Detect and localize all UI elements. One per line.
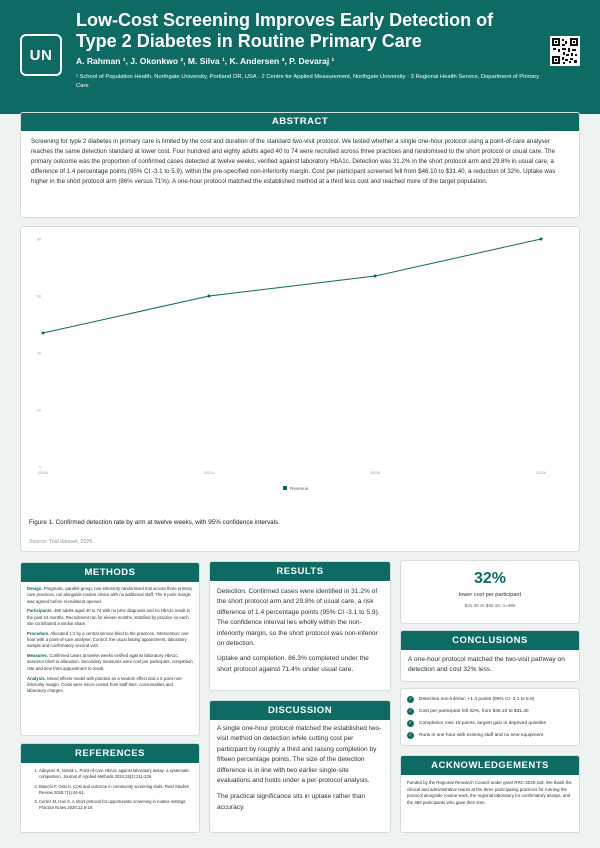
legend-swatch [283,486,287,490]
check-icon: ✓ [408,708,413,713]
finding-item: ✓ Runs in one hour with existing staff and no new equipment [408,732,544,738]
finding-item: ✓ Detection non-inferior: +1.4 points (95% CI -3.1 to 5.9) [408,696,535,702]
discussion-paragraph: A single one-hour protocol matched the established two-visit method on detection while cutting cost per participant by roughly a third and raising completion by fifteen percentage points. The size of the detection difference is in line with two earlier single-site evaluations and holds under a per-protocol analysis. [217,725,382,785]
discussion-section [209,700,391,833]
finding-item: ✓ Cost per participant fell 32%, from $46.10 to $31.40 [408,708,529,714]
poster-header [0,0,600,114]
abstract-text: Screening for type 2 diabetes in primary care is limited by the cost and duration of the standard two-visit protocol. We tested whether a single one-hour protocol using a point-of-care analyser reaches the same detection standard at lower cost. Four hundred and eighty adults aged 40 to 74 were recruited across three practices and randomised to the short protocol or usual care. The primary outcome was the proportion of confirmed cases detected at twelve weeks, verified against laboratory HbA1c. Detection was 31.2% in the short protocol arm and 29.8% in usual care, a difference of 1.4 percentage points (95% CI -3.1 to 5.9), within the pre-specified non-inferiority margin. Cost per participant screened fell from $46.10 to $31.40, a reduction of 32%. Uptake was higher in the short protocol arm (86% versus 71%). A one-hour protocol matched the established method at a third less cost and reached more of the target population. [31,138,556,185]
data-point [540,238,543,241]
acknowledgements-section [400,755,580,833]
data-point [374,275,377,278]
qr-code-icon[interactable] [550,36,580,66]
methods-participants: Participants. 480 adults aged 40 to 74 with no prior diagnosis and no HbA1c result in the past 24 months. Recruitment ran for eleven months, stratified by practice so each site contributed a similar share. [27,608,190,626]
reference-item: 3. Cortez M, Han S. A short protocol for opportunistic screening in routine settings. Practice Notes 2026;12:8-19. [39,799,191,812]
results-heading: RESULTS [210,562,390,581]
key-findings-list [400,688,580,746]
figure-source: Source: Trial dataset, 2026. [29,539,94,545]
y-tick-label: 80 [37,237,41,242]
abstract-heading: ABSTRACT [21,113,579,131]
x-tick-label: 2021A [203,471,215,475]
conclusions-heading: CONCLUSIONS [401,631,579,650]
key-stat-label: lower cost per participant [458,592,522,598]
methods-measures: Measures. Confirmed cases at twelve weeks verified against laboratory HbA1c, assessor blind to allocation. Secondary measures were cost per participant, completion rate and time from appointment to result. [27,653,193,671]
results-uptake: Uptake and completion. 86.3% completed under the short protocol against 71.4% under usual care. [217,655,369,673]
legend-label: Revenue [290,485,309,491]
line-chart [21,227,581,553]
acknowledgements-text: Funded by the Regional Research Council under grant RRC-2026-118. We thank the clinical and administrative teams at the three participating practices for running the protocol alongside routine work, the regional laboratory for confirmatory assays, and the 480 participants who gave their time. [407,780,572,805]
conclusions-text: A one-hour protocol matched the two-visit pathway on detection and cost 32% less. [408,656,565,674]
references-section [20,743,200,833]
finding-item: ✓ Completion rose 15 points, largest gain in deprived quintiles [408,720,546,726]
discussion-paragraph: The practical significance sits in uptake rather than accuracy. [217,793,366,811]
check-icon: ✓ [408,696,413,701]
key-stat-card [400,560,580,624]
reference-item: 2. Bianchi F, Osei K. Cost and outcome in community screening trials. Field Studies Review 2025;7(1):44-61. [39,784,191,797]
check-icon: ✓ [408,720,413,725]
methods-analysis: Analysis. Mixed effects model with practice as a random effect and a 5 point non-inferiority margin. Costs were micro-costed from staff time, consumables and laboratory charges. [27,675,183,694]
reference-item: 1. Adeyemi R, Novak L. Point-of-care HbA1c against laboratory assay: a systematic comparison. Journal of Applied Methods 2024;18(2):211-229. [39,768,191,781]
university-logo: UN [20,34,62,76]
x-tick-label: 2020A [37,471,49,475]
key-stat-detail: $31.40 vs $46.10, n=480 [464,603,516,608]
results-section [209,561,391,691]
abstract-section [20,112,580,218]
methods-heading: METHODS [21,563,199,582]
x-tick-label: 2023A [535,471,547,475]
data-point [208,295,211,298]
poster-title: Low-Cost Screening Improves Early Detection of Type 2 Diabetes in Routine Primary Care [76,10,494,51]
references-heading: REFERENCES [21,744,199,763]
key-stat-value: 32% [473,570,507,587]
acknowledgements-heading: ACKNOWLEDGEMENTS [401,756,579,775]
conclusions-section [400,630,580,682]
results-detection: Detection. Confirmed cases were identified in 31.2% of the short protocol arm and 29.8% of usual care, a risk difference of 1.4 percentage points (95% CI -3.1 to 5.9). The confidence interval lies wholly within the non-inferiority margin, so the short protocol was non-inferior on detection. [217,588,380,648]
methods-design: Design. Pragmatic, parallel-group, non-inferiority randomised trial across three primary care practices, run alongside routine clinics with no additional staff. The 5 point margin was agreed before recruitment opened. [27,586,193,604]
y-tick-label: 20 [37,408,41,413]
author-list: A. Rahman ¹, J. Okonkwo ², M. Silva ¹, K. Andersen ³, P. Devaraj ¹ [76,56,335,66]
y-tick-label: 40 [37,351,41,356]
methods-section [20,562,200,736]
figure-1 [20,226,580,552]
check-icon: ✓ [408,732,413,737]
discussion-heading: DISCUSSION [210,701,390,720]
figure-caption: Figure 1. Confirmed detection rate by arm at twelve weeks, with 95% confidence intervals. [29,519,280,526]
affiliations: ¹ School of Population Health, Northgate University, Portland OR, USA · 2 Centre for Applied Measurement, Northgate University · 3 Regional Health Service, Department of Primary Care [76,74,540,89]
y-tick-label: 0 [39,465,41,470]
data-point [42,332,45,335]
series-line [43,239,541,333]
x-tick-label: 2022A [369,471,381,475]
methods-procedure: Procedure. Allocated 1:1 by a central service blind to the practices. Intervention: one hour with a point-of-care analyser. Control: the usual fasting appointment, laboratory sample and confirmatory second visit. [27,630,189,649]
y-tick-label: 60 [37,294,41,299]
